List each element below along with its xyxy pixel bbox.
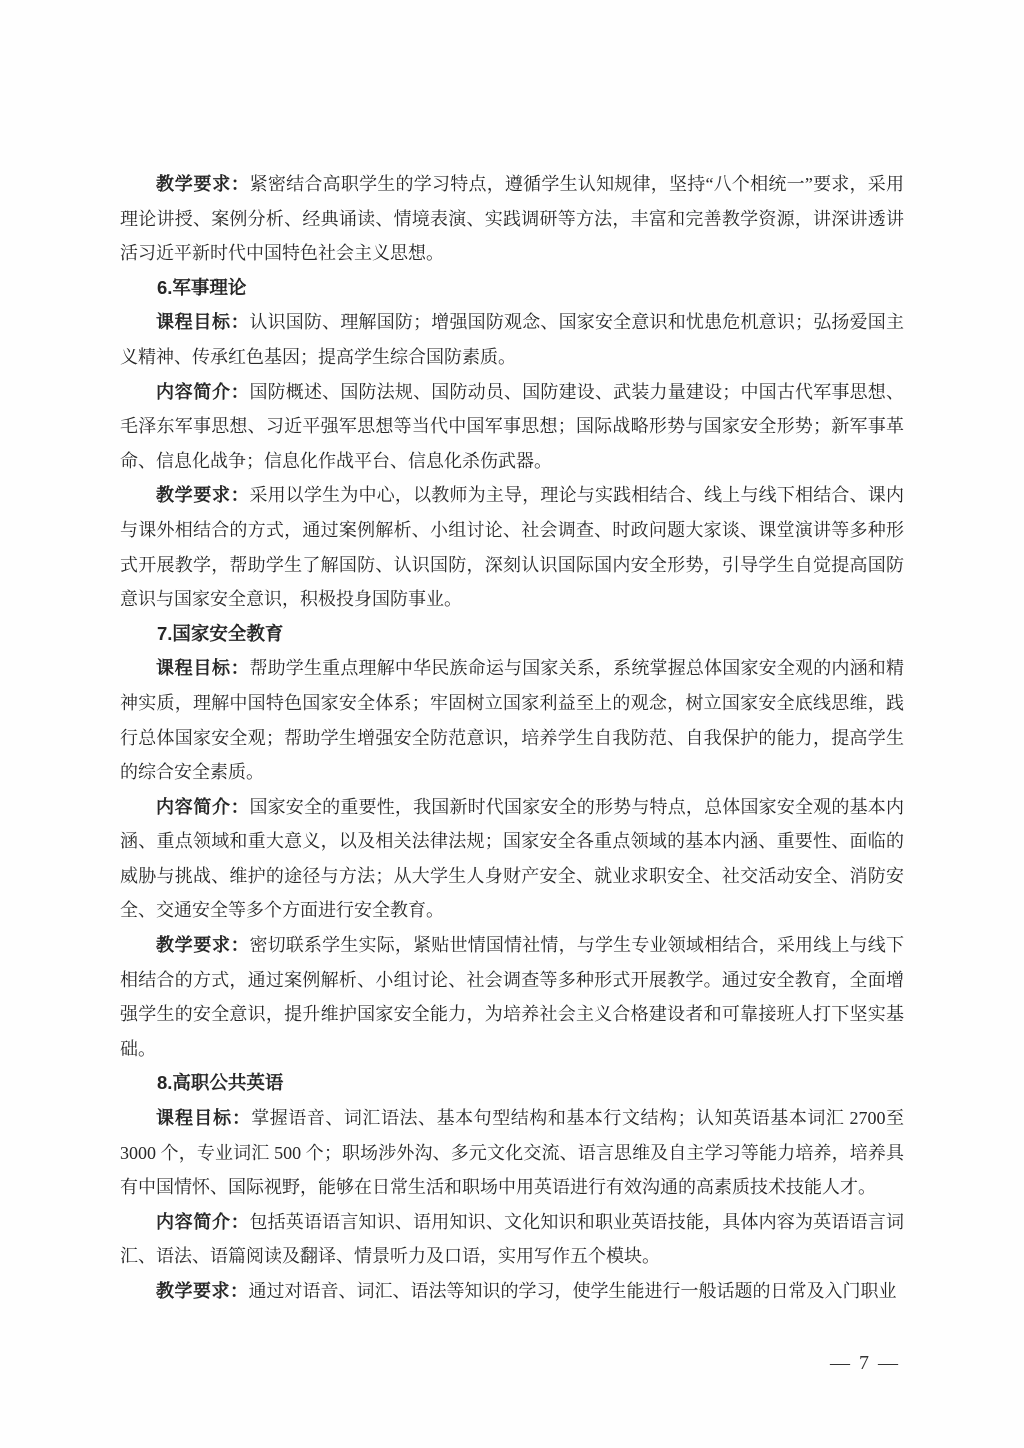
section-heading-military-theory: 6.军事理论 [157, 276, 247, 298]
paragraph-label: 课程目标： [156, 312, 250, 333]
page-number: — 7 — [830, 1352, 900, 1374]
paragraph-label: 内容简介： [156, 1211, 250, 1232]
paragraph-label: 教学要求： [156, 1281, 249, 1301]
paragraph-text: 通过对语音、词汇、语法等知识的学习，使学生能进行一般话题的日常及入门职业 [248, 1281, 897, 1301]
paragraph-course-objectives [120, 651, 904, 789]
paragraph-label: 课程目标： [156, 1108, 252, 1129]
paragraph-text: 紧密结合高职学生的学习特点，遵循学生认知规律，坚持“八个相统一”要求，采用理论讲授、案例分析、经典诵读、情境表演、实践调研等方法，丰富和完善教学资源，讲深讲透讲活习近平新时代中国特色社会主义思想。 [120, 174, 905, 264]
paragraph-content-overview [120, 1205, 904, 1274]
paragraph-text: 国防概述、国防法规、国防动员、国防建设、武装力量建设；中国古代军事思想、毛泽东军事思想、习近平强军思想等当代中国军事思想；国际战略形势与国家安全形势；新军事革命、信息化战争；信息化作战平台、信息化杀伤武器。 [120, 381, 904, 471]
section-heading-national-security-education: 7.国家安全教育 [157, 622, 284, 644]
paragraph-teaching-requirements [120, 928, 904, 1066]
paragraph-label: 内容简介： [156, 796, 250, 817]
paragraph-text: 国家安全的重要性，我国新时代国家安全的形势与特点，总体国家安全观的基本内涵、重点领域和重大意义，以及相关法律法规；国家安全各重点领域的基本内涵、重要性、面临的威胁与挑战、维护的途径与方法；从大学生人身财产安全、就业求职安全、社交活动安全、消防安全、交通安全等多个方面进行安全教育。 [120, 796, 904, 921]
paragraph-label: 教学要求： [156, 174, 250, 194]
section-heading-public-english: 8.高职公共英语 [157, 1072, 284, 1094]
paragraph-text: 掌握语音、词汇语法、基本句型结构和基本行文结构；认知英语基本词汇 2700至3000 个，专业词汇 500 个；职场涉外沟、多元文化交流、语言思维及自主学习等能力培养，培养具有中国情怀、国际视野，能够在日常生活和职场中用英语进行有效沟通的高素质技术技能人才。 [120, 1108, 905, 1198]
paragraph-text: 密切联系学生实际，紧贴世情国情社情，与学生专业领域相结合，采用线上与线下相结合的方式，通过案例解析、小组讨论、社会调查等多种形式开展教学。通过安全教育，全面增强学生的安全意识，提升维护国家安全能力，为培养社会主义合格建设者和可靠接班人打下坚实基础。 [120, 935, 904, 1059]
paragraph-label: 教学要求： [156, 935, 250, 956]
paragraph-label: 课程目标： [156, 658, 250, 679]
paragraph-text: 采用以学生为中心，以教师为主导，理论与实践相结合、线上与线下相结合、课内与课外相结合的方式，通过案例解析、小组讨论、社会调查、时政问题大家谈、课堂演讲等多种形式开展教学，帮助学生了解国防、认识国防，深刻认识国际国内安全形势，引导学生自觉提高国防意识与国家安全意识，积极投身国防事业。 [120, 485, 904, 610]
document-body [120, 167, 904, 1309]
paragraph-text: 认识国防、理解国防；增强国防观念、国家安全意识和忧患危机意识；弘扬爱国主义精神、传承红色基因；提高学生综合国防素质。 [120, 312, 904, 367]
paragraph-content-overview [120, 790, 904, 928]
paragraph-content-overview [120, 375, 904, 479]
paragraph-teaching-requirements [120, 1274, 904, 1309]
paragraph-text: 包括英语语言知识、语用知识、文化知识和职业英语技能，具体内容为英语语言词汇、语法、语篇阅读及翻译、情景听力及口语，实用写作五个模块。 [120, 1211, 904, 1267]
paragraph-label: 教学要求： [156, 485, 250, 506]
paragraph-course-objectives [120, 1101, 904, 1205]
paragraph-text: 帮助学生重点理解中华民族命运与国家关系，系统掌握总体国家安全观的内涵和精神实质，理解中国特色国家安全体系；牢固树立国家利益至上的观念，树立国家安全底线思维，践行总体国家安全观；帮助学生增强安全防范意识，培养学生自我防范、自我保护的能力，提高学生的综合安全素质。 [120, 658, 904, 783]
paragraph-label: 内容简介： [156, 381, 250, 402]
paragraph-teaching-requirements [120, 167, 904, 271]
paragraph-teaching-requirements [120, 478, 904, 616]
paragraph-course-objectives [120, 305, 904, 374]
